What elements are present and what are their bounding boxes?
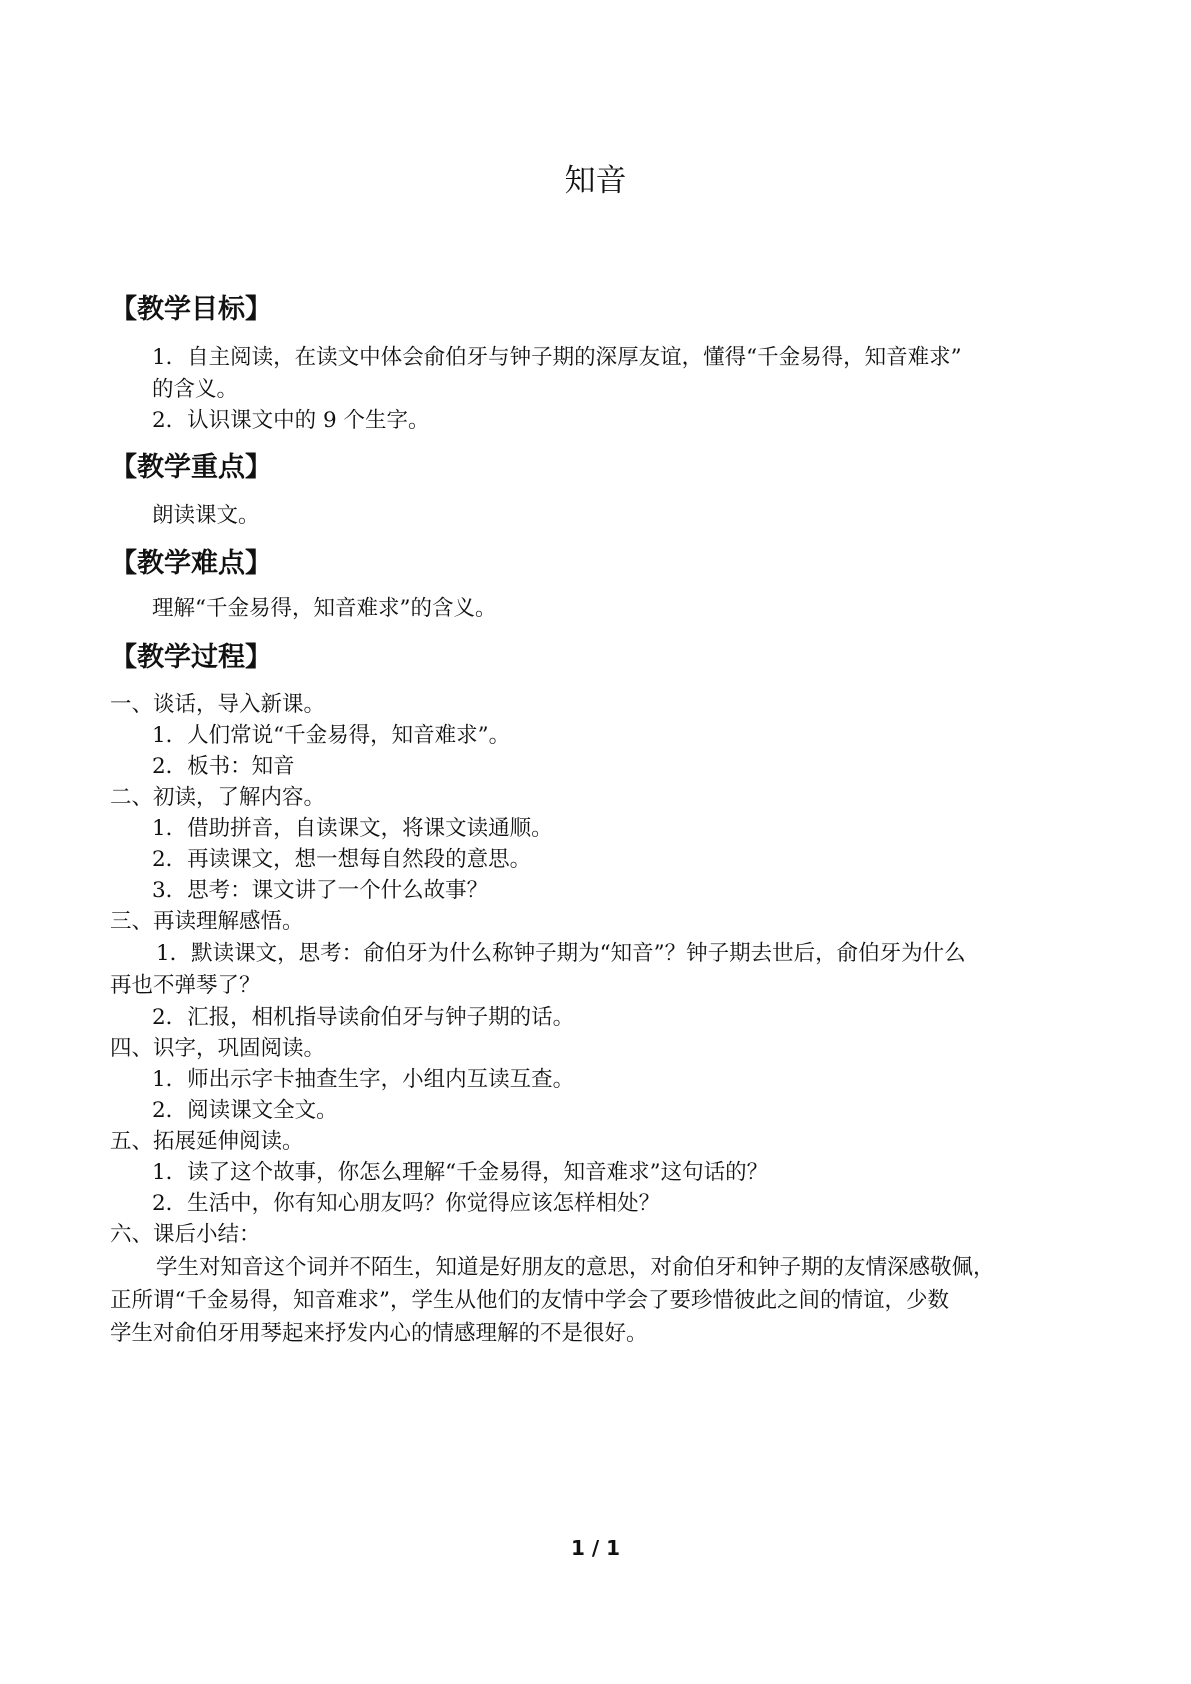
goal-item-1-line-2: 的含义。 xyxy=(152,377,239,402)
section-heading-goals: 【教学目标】 xyxy=(110,294,272,325)
page-title: 知音 xyxy=(564,163,627,199)
goal-item-2: 2．认识课文中的 9 个生字。 xyxy=(152,408,430,433)
summary-line-2: 正所谓“千金易得，知音难求”，学生从他们的友情中学会了要珍惜彼此之间的情谊，少数 xyxy=(110,1288,949,1313)
process-step-2-item-2: 2．再读课文，想一想每自然段的意思。 xyxy=(152,847,532,872)
process-step-4-item-2: 2．阅读课文全文。 xyxy=(152,1098,338,1123)
section-heading-difficulty: 【教学难点】 xyxy=(110,548,272,579)
process-step-3-item-2: 2．汇报，相机指导读俞伯牙与钟子期的话。 xyxy=(152,1005,575,1030)
process-step-1: 一、谈话，导入新课。 xyxy=(110,692,326,717)
process-step-5-item-2: 2．生活中，你有知心朋友吗？你觉得应该怎样相处？ xyxy=(152,1191,661,1216)
process-step-2: 二、初读，了解内容。 xyxy=(110,785,326,810)
summary-line-3: 学生对俞伯牙用琴起来抒发内心的情感理解的不是很好。 xyxy=(110,1321,648,1346)
key-point-text: 朗读课文。 xyxy=(152,503,260,528)
process-step-3: 三、再读理解感悟。 xyxy=(110,909,304,934)
process-step-1-item-1: 1．人们常说“千金易得，知音难求”。 xyxy=(152,723,511,748)
process-step-5: 五、拓展延伸阅读。 xyxy=(110,1129,304,1154)
process-step-1-item-2: 2．板书：知音 xyxy=(152,754,295,779)
process-step-2-item-3: 3．思考：课文讲了一个什么故事？ xyxy=(152,878,489,903)
process-step-2-item-1: 1．借助拼音，自读课文，将课文读通顺。 xyxy=(152,816,553,841)
summary-line-1: 学生对知音这个词并不陌生，知道是好朋友的意思，对俞伯牙和钟子期的友情深感敬佩， xyxy=(156,1255,995,1280)
section-heading-process: 【教学过程】 xyxy=(110,642,272,673)
process-step-6: 六、课后小结： xyxy=(110,1222,261,1247)
process-step-3-item-1-line-1: 1．默读课文，思考：俞伯牙为什么称钟子期为“知音”？钟子期去世后，俞伯牙为什么 xyxy=(156,941,966,966)
process-step-4: 四、识字，巩固阅读。 xyxy=(110,1036,326,1061)
process-step-5-item-1: 1．读了这个故事，你怎么理解“千金易得，知音难求”这句话的？ xyxy=(152,1160,769,1185)
process-step-3-item-1-line-2: 再也不弹琴了？ xyxy=(110,973,261,998)
section-heading-key-point: 【教学重点】 xyxy=(110,452,272,483)
process-step-4-item-1: 1．师出示字卡抽查生字，小组内互读互查。 xyxy=(152,1067,575,1092)
goal-item-1-line-1: 1．自主阅读，在读文中体会俞伯牙与钟子期的深厚友谊，懂得“千金易得，知音难求” xyxy=(152,345,962,370)
difficulty-text: 理解“千金易得，知音难求”的含义。 xyxy=(152,596,497,621)
page-number: 1 / 1 xyxy=(570,1536,621,1560)
